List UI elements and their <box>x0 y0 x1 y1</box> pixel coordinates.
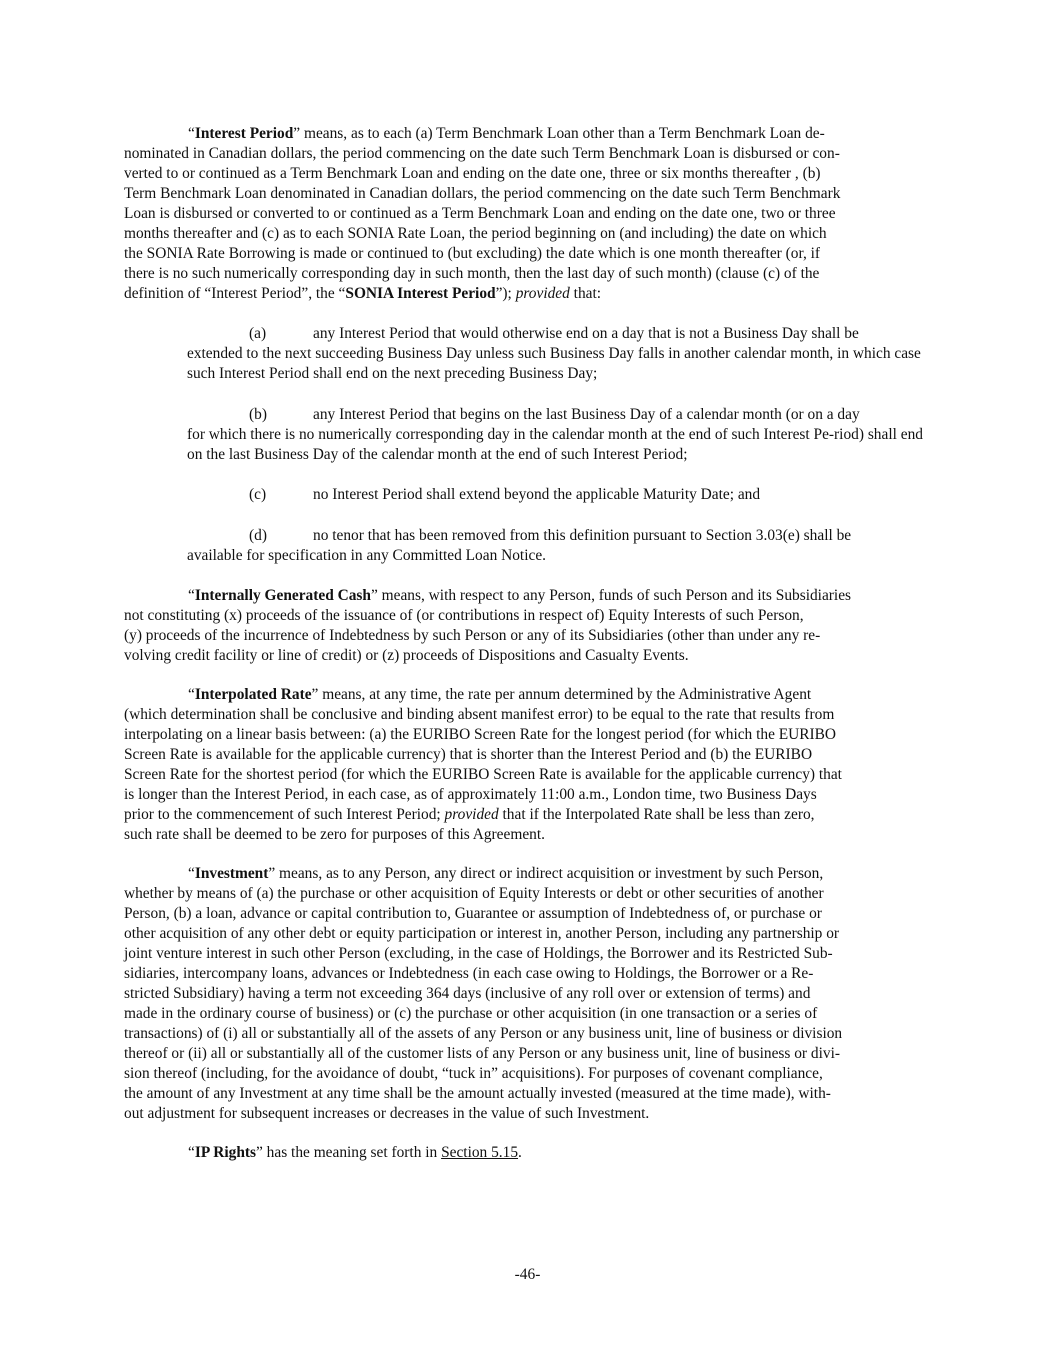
definition-line: ”); <box>495 285 516 302</box>
definition-line: prior to the commencement of such Interest Period; <box>124 806 445 823</box>
definition-line: out adjustment for subsequent increases or decreases in the value of such Investment. <box>124 1105 650 1122</box>
definition-line: definition of “Interest Period”, the “ <box>124 285 346 302</box>
definition-line: such rate shall be deemed to be zero for purposes of this Agreement. <box>124 826 545 843</box>
definition-interest-period <box>124 124 932 304</box>
definition-line: sion thereof (including, for the avoidance of doubt, “tuck in” acquisitions). For purposes of covenant compliance, <box>124 1065 823 1082</box>
definition-line: the amount of any Investment at any time shall be the amount actually invested (measured at the time made), with- <box>124 1085 831 1102</box>
definition-line: stricted Subsidiary) having a term not exceeding 364 days (inclusive of any roll over or extension of terms) and <box>124 985 811 1002</box>
definition-line: there is no such numerically corresponding day in such month, then the last day of such month) (clause (c) of the <box>124 265 820 282</box>
sub-item-c <box>187 485 932 505</box>
definition-line: other acquisition of any other debt or equity participation or interest in, another Person, including any partnership or <box>124 925 840 942</box>
definition-line: that if the Interpolated Rate shall be less than zero, <box>498 806 815 823</box>
sub-item-text: available for specification in any Committed Loan Notice. <box>187 547 546 564</box>
definition-line: ” means, as to each (a) Term Benchmark Loan other than a Term Benchmark Loan de- <box>293 125 825 142</box>
definition-line: is longer than the Interest Period, in each case, as of approximately 11:00 a.m., London time, two Business Days <box>124 786 817 803</box>
definition-line: nominated in Canadian dollars, the period commencing on the date such Term Benchmark Loan is disbursed or con- <box>124 145 840 162</box>
defined-term: SONIA Interest Period <box>345 285 496 302</box>
quote-mark: “ <box>188 865 195 882</box>
definition-line: Loan is disbursed or converted to or continued as a Term Benchmark Loan and ending on the date one, two or three <box>124 205 836 222</box>
provided-italic: provided <box>515 285 570 302</box>
definition-line: joint venture interest in such other Person (excluding, in the case of Holdings, the Borrower and its Restricted Sub- <box>124 945 833 962</box>
defined-term: Interest Period <box>194 125 294 142</box>
definition-line: Person, (b) a loan, advance or capital contribution to, Guarantee or assumption of Indebtedness of, or purchase or <box>124 905 822 922</box>
sub-item-text: any Interest Period that begins on the last Business Day of a calendar month (or on a day <box>313 406 860 423</box>
definition-line: . <box>518 1144 522 1161</box>
definition-line: (which determination shall be conclusive and binding absent manifest error) to be equal to the rate that results from <box>124 706 835 723</box>
definition-line: not constituting (x) proceeds of the issuance of (or contributions in respect of) Equity Interests of such Person, <box>124 607 804 624</box>
sub-item-text: any Interest Period that would otherwise end on a day that is not a Business Day shall be <box>313 325 859 342</box>
sub-item-b <box>187 405 932 465</box>
defined-term: Internally Generated Cash <box>194 587 371 604</box>
quote-mark: “ <box>188 587 195 604</box>
sub-item-text: for which there is no numerically corresponding day in the calendar month at the end of such Interest Pe-riod) shall end on the last Business Day of the calendar month at the end of such Interest Period; <box>187 426 923 463</box>
sub-item-label: (c) <box>249 486 267 503</box>
definition-line: volving credit facility or line of credit) or (z) proceeds of Dispositions and Casualty Events. <box>124 647 689 664</box>
page-number: -46- <box>514 1266 541 1283</box>
sub-item-label: (b) <box>249 406 267 423</box>
definition-line: ” means, as to any Person, any direct or indirect acquisition or investment by such Person, <box>268 865 824 882</box>
definition-line: months thereafter and (c) as to each SONIA Rate Loan, the period beginning on (and including) the date on which <box>124 225 827 242</box>
sub-item-text: no tenor that has been removed from this definition pursuant to Section 3.03(e) shall be <box>313 527 852 544</box>
definition-interpolated-rate <box>124 685 932 845</box>
defined-term: IP Rights <box>194 1144 256 1161</box>
definition-line: (y) proceeds of the incurrence of Indebtedness by such Person or any of its Subsidiaries (other than under any re- <box>124 627 821 644</box>
definition-line: interpolating on a linear basis between: (a) the EURIBO Screen Rate for the longest period (for which the EURIBO <box>124 726 837 743</box>
quote-mark: “ <box>188 686 195 703</box>
provided-italic: provided <box>444 806 499 823</box>
definition-line: ” means, at any time, the rate per annum determined by the Administrative Agent <box>311 686 812 703</box>
sub-item-label: (d) <box>249 527 267 544</box>
definition-line: whether by means of (a) the purchase or other acquisition of Equity Interests or debt or other securities of another <box>124 885 824 902</box>
quote-mark: “ <box>188 125 195 142</box>
section-reference-link[interactable]: Section 5.15 <box>441 1144 519 1161</box>
defined-term: Interpolated Rate <box>194 686 312 703</box>
sub-item-a <box>187 324 932 384</box>
definition-ip-rights <box>124 1143 932 1163</box>
definition-line: made in the ordinary course of business) or (c) the purchase or other acquisition (in one transaction or a series of <box>124 1005 818 1022</box>
definition-line: ” has the meaning set forth in <box>256 1144 442 1161</box>
sub-item-text: no Interest Period shall extend beyond the applicable Maturity Date; and <box>313 486 761 503</box>
definition-line: that: <box>569 285 602 302</box>
definition-line: Term Benchmark Loan denominated in Canadian dollars, the period commencing on the date such Term Benchmark <box>124 185 841 202</box>
defined-term: Investment <box>194 865 269 882</box>
definition-line: verted to or continued as a Term Benchmark Loan and ending on the date one, three or six months thereafter , (b) <box>124 165 821 182</box>
definition-line: ” means, with respect to any Person, funds of such Person and its Subsidiaries <box>370 587 852 604</box>
sub-item-label: (a) <box>249 325 267 342</box>
quote-mark: “ <box>188 1144 195 1161</box>
definition-line: transactions) of (i) all or substantially all of the assets of any Person or any business unit, line of business or division <box>124 1025 843 1042</box>
definition-investment <box>124 864 932 1124</box>
definition-line: Screen Rate is available for the applicable currency) that is shorter than the Interest Period and (b) the EURIBO <box>124 746 813 763</box>
sub-item-text: extended to the next succeeding Business Day unless such Business Day falls in another calendar month, in which case such Interest Period shall end on the next preceding Business Day; <box>187 345 921 382</box>
definition-line: Screen Rate for the shortest period (for which the EURIBO Screen Rate is available for the applicable currency) that <box>124 766 842 783</box>
sub-item-d <box>187 526 932 566</box>
definition-line: sidiaries, intercompany loans, advances or Indebtedness (in each case owing to Holdings, the Borrower or a Re- <box>124 965 814 982</box>
definition-line: thereof or (ii) all or substantially all of the customer lists of any Person or any business unit, line of business or divi- <box>124 1045 840 1062</box>
definition-internally-generated-cash <box>124 586 932 666</box>
definition-line: the SONIA Rate Borrowing is made or continued to (but excluding) the date which is one month thereafter (or, if <box>124 245 821 262</box>
